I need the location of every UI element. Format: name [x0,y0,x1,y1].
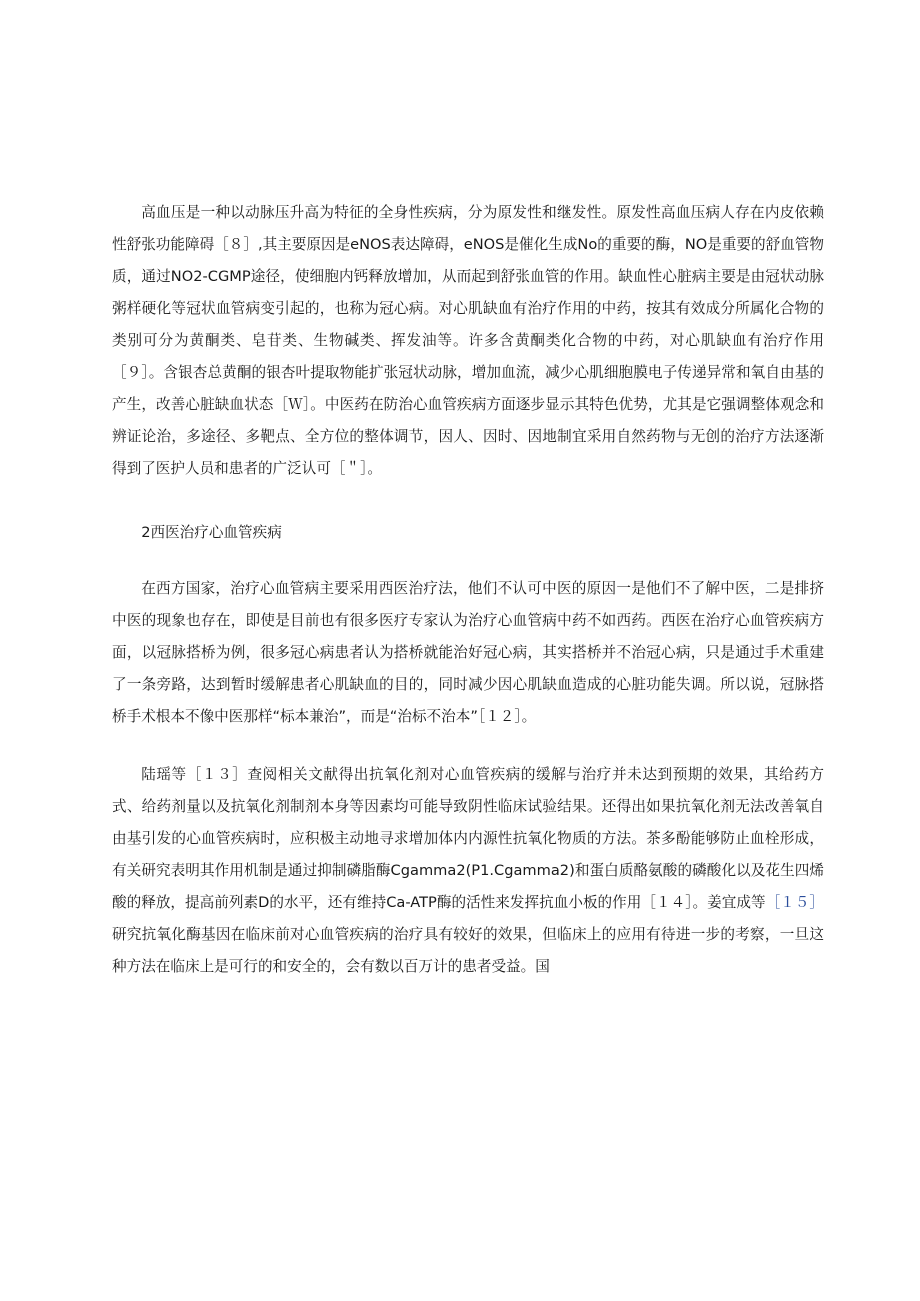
document-body [112,197,824,983]
citation-reference-15[interactable]: ［１５］ [765,894,824,911]
paragraph-antioxidants-text-1: 陆瑶等［１３］查阅相关文献得出抗氧化剂对心血管疾病的缓解与治疗并未达到预期的效果，其给药方式、给药剂量以及抗氧化剂制剂本身等因素均可能导致阴性临床试验结果。还得出如果抗氧化剂无法改善氧自由基引发的心血管疾病时，应积极主动地寻求增加体内内源性抗氧化物质的方法。茶多酚能够防止血栓形成，有关研究表明其作用机制是通过抑制磷脂酶Cgamma2(P1.Cgamma2)和蛋白质酪氨酸的磷酸化以及花生四烯酸的释放，提高前列素D的水平，还有维持Ca-ATP酶的活性来发挥抗血小板的作用［１４］。姜宜成等 [112,766,824,911]
paragraph-spacer [112,485,824,517]
paragraph-hypertension: 高血压是一种以动脉压升高为特征的全身性疾病，分为原发性和继发性。原发性高血压病人存在内皮依赖性舒张功能障碍［８］,其主要原因是eNOS表达障碍，eNOS是催化生成No的重要的酶，NO是重要的舒血管物质，通过NO2-CGMP途径，使细胞内钙释放增加，从而起到舒张血管的作用。缺血性心脏病主要是由冠状动脉粥样硬化等冠状血管病变引起的，也称为冠心病。对心肌缺血有治疗作用的中药，按其有效成分所属化合物的类别可分为黄酮类、皂苷类、生物碱类、挥发油等。许多含黄酮类化合物的中药，对心肌缺血有治疗作用［９］。含银杏总黄酮的银杏叶提取物能扩张冠状动脉，增加血流，减少心肌细胞膜电子传递异常和氧自由基的产生，改善心脏缺血状态［Ｗ］。中医药在防治心血管疾病方面逐步显示其特色优势，尤其是它强调整体观念和辨证论治，多途径、多靶点、全方位的整体调节，因人、因时、因地制宜采用自然药物与无创的治疗方法逐渐得到了医护人员和患者的广泛认可［＂］。 [112,204,824,477]
paragraph-antioxidants-text-2: 研究抗氧化酶基因在临床前对心血管疾病的治疗具有较好的效果，但临床上的应用有待进一步的考察，一旦这种方法在临床上是可行的和安全的，会有数以百万计的患者受益。国 [112,926,824,975]
paragraph-spacer [112,549,824,573]
paragraph-western-treatment: 在西方国家，治疗心血管病主要采用西医治疗法，他们不认可中医的原因一是他们不了解中医，二是排挤中医的现象也存在，即使是目前也有很多医疗专家认为治疗心血管病中药不如西药。西医在治疗心血管疾病方面，以冠脉搭桥为例，很多冠心病患者认为搭桥就能治好冠心病，其实搭桥并不治冠心病，只是通过手术重建了一条旁路，达到暂时缓解患者心肌缺血的目的，同时减少因心肌缺血造成的心脏功能失调。所以说，冠脉搭桥手术根本不像中医那样“标本兼治”，而是“治标不治本”［１２］。 [112,580,824,725]
paragraph-spacer [112,733,824,759]
section-heading-western-medicine: 2西医治疗心血管疾病 [141,524,282,541]
paragraph-antioxidants [112,759,824,983]
